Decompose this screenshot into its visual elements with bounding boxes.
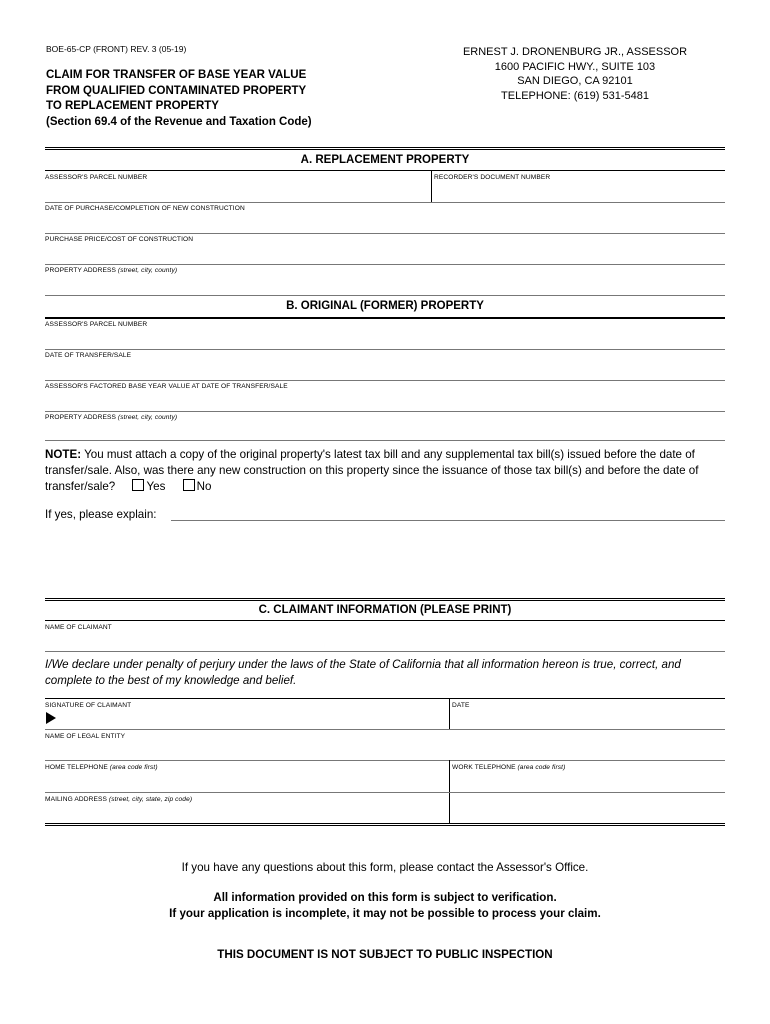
signature-label: SIGNATURE OF CLAIMANT [45,702,132,709]
home-phone-hint: (area code first) [109,764,158,771]
mailing-hint: (street, city, state, zip code) [108,796,193,803]
b-parcel-field[interactable] [45,349,725,350]
b-address-label-text: PROPERTY ADDRESS [45,414,116,421]
title-line: FROM QUALIFIED CONTAMINATED PROPERTY [46,84,307,97]
mailing-field[interactable] [45,823,725,826]
divider [431,170,432,202]
title-line: TO REPLACEMENT PROPERTY [46,100,219,112]
phone-field[interactable] [45,792,725,793]
section-a-heading: A. REPLACEMENT PROPERTY [300,154,470,166]
no-label: No [196,480,212,493]
divider [45,170,725,171]
b-address-label [45,414,177,421]
title-line: (Section 69.4 of the Revenue and Taxation Code) [46,115,312,128]
note-paragraph [45,447,727,495]
a-address-field[interactable] [45,295,725,296]
questions-text: If you have any questions about this form, please contact the Assessor's Office. [181,861,589,874]
assessor-address [445,45,705,103]
b-address-field[interactable] [45,440,725,441]
a-address-hint: (street, city, county) [117,267,178,274]
assessor-line: TELEPHONE: (619) 531-5481 [501,89,649,102]
declaration-text: I/We declare under penalty of perjury under the laws of the State of California that all information hereon is true, correct, and complete to the best of my knowledge and belief. [45,658,681,687]
b-date-label: DATE OF TRANSFER/SALE [45,352,132,359]
home-phone-label-text: HOME TELEPHONE [45,764,108,771]
explain-field[interactable] [171,520,725,521]
assessor-line: 1600 PACIFIC HWY., SUITE 103 [494,60,656,73]
entity-field[interactable] [45,760,725,761]
a-address-label [45,267,177,274]
a-date-field[interactable] [45,233,725,234]
section-c-heading: C. CLAIMANT INFORMATION (PLEASE PRINT) [258,604,512,616]
section-b-heading: B. ORIGINAL (FORMER) PROPERTY [286,300,484,312]
home-phone-label [45,764,158,771]
b-parcel-label: ASSESSOR'S PARCEL NUMBER [45,321,148,328]
a-price-field[interactable] [45,264,725,265]
form-title [46,68,366,130]
work-phone-label-text: WORK TELEPHONE [452,764,516,771]
no-checkbox[interactable] [183,479,195,491]
c-date-label: DATE [452,702,470,709]
divider [45,147,725,150]
a-date-label: DATE OF PURCHASE/COMPLETION OF NEW CONSTRUCTION [45,205,245,212]
yes-checkbox[interactable] [132,479,144,491]
sign-here-arrow-icon [46,712,56,724]
b-value-field[interactable] [45,411,725,412]
form-number: BOE-65-CP (FRONT) REV. 3 (05-19) [46,44,187,54]
signature-field[interactable] [45,729,725,730]
mailing-label-text: MAILING ADDRESS [45,796,107,803]
work-phone-hint: (area code first) [517,764,566,771]
divider [45,620,725,621]
c-name-label: NAME OF CLAIMANT [45,624,112,631]
explain-label: If yes, please explain: [45,508,157,521]
assessor-line: SAN DIEGO, CA 92101 [517,75,633,87]
note-label: NOTE: [45,448,82,461]
a-price-label: PURCHASE PRICE/COST OF CONSTRUCTION [45,236,194,243]
title-line: CLAIM FOR TRANSFER OF BASE YEAR VALUE [46,69,307,81]
c-name-field[interactable] [45,651,725,652]
divider [45,698,725,699]
a-address-label-text: PROPERTY ADDRESS [45,267,116,274]
assessor-line: ERNEST J. DRONENBURG JR., ASSESSOR [462,46,688,58]
divider [449,698,450,729]
divider [45,317,725,319]
entity-label: NAME OF LEGAL ENTITY [45,733,126,740]
a-parcel-label: ASSESSOR'S PARCEL NUMBER [45,174,148,181]
mailing-label [45,796,192,803]
b-date-field[interactable] [45,380,725,381]
verification-text: All information provided on this form is subject to verification. [213,891,557,904]
yes-label: Yes [146,480,166,493]
work-phone-label [452,764,565,771]
public-notice: THIS DOCUMENT IS NOT SUBJECT TO PUBLIC INSPECTION [217,948,553,961]
a-parcel-field[interactable] [45,202,725,203]
divider [45,598,725,601]
a-recorder-label: RECORDER'S DOCUMENT NUMBER [434,174,551,181]
note-text: You must attach a copy of the original property's latest tax bill and any supplemental tax bill(s) issued before the date of transfer/sale. Also, was there any new construction on this property since the issuance of those tax bill(s) and before the date of transfer/sale? [45,448,699,493]
b-address-hint: (street, city, county) [117,414,178,421]
b-value-label: ASSESSOR'S FACTORED BASE YEAR VALUE AT DATE OF TRANSFER/SALE [45,383,288,390]
incomplete-text: If your application is incomplete, it may not be possible to process your claim. [169,907,601,920]
